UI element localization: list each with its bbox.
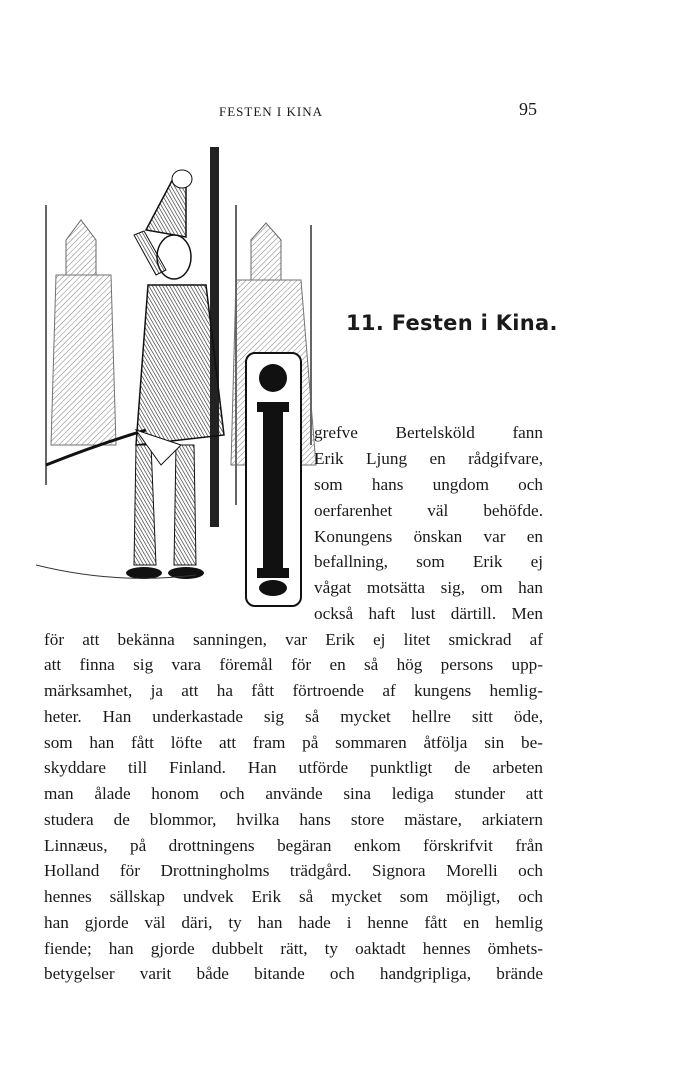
initial-letter-i xyxy=(245,352,302,607)
text-line: oerfarenhet väl behöfde. xyxy=(314,501,543,520)
text-line: också haft lust därtill. Men xyxy=(314,604,543,623)
text-line: Holland för Drottningholms trädgård. Signora Morelli och xyxy=(44,861,543,880)
text-line: befallning, som Erik ej xyxy=(314,552,543,571)
text-line: skyddare till Finland. Han utförde punktligt de arbeten xyxy=(44,758,543,777)
text-line: Linnæus, på drottningens begäran enkom förskrifvit från xyxy=(44,836,543,855)
text-line: hennes sällskap undvek Erik så mycket som möjligt, och xyxy=(44,887,543,906)
text-line: som hans ungdom och xyxy=(314,475,543,494)
text-line: Erik Ljung en rådgifvare, xyxy=(314,449,543,468)
page-number: 95 xyxy=(519,99,537,119)
text-line: heter. Han underkastade sig så mycket hellre sitt öde, xyxy=(44,707,543,726)
text-line: grefve Bertelsköld fann xyxy=(314,423,543,442)
text-line: att finna sig vara föremål för en så hög persons upp- xyxy=(44,655,543,674)
text-line: Konungens önskan var en xyxy=(314,527,543,546)
text-line: man ålade honom och använde sina lediga stunder att xyxy=(44,784,543,803)
text-line: vågat motsätta sig, om han xyxy=(314,578,543,597)
text-line: för att bekänna sanningen, var Erik ej litet smickrad af xyxy=(44,630,543,649)
initial-letter-glyph xyxy=(245,352,302,607)
text-line: betygelser varit både bitande och handgripliga, brände xyxy=(44,964,543,983)
chapter-title: 11. Festen i Kina. xyxy=(346,311,558,335)
text-line: som han fått löfte att fram på sommaren åtfölja sin be- xyxy=(44,733,543,752)
text-line: studera de blommor, hvilka hans store mästare, arkiatern xyxy=(44,810,543,829)
running-head: FESTEN I KINA xyxy=(219,104,323,119)
text-line: han gjorde väl däri, ty han hade i henne fått en hemlig xyxy=(44,913,543,932)
text-line: fiende; han gjorde dubbelt rätt, ty oaktadt hennes ömhets- xyxy=(44,939,543,958)
text-line: märksamhet, ja att ha fått förtroende af kungens hemlig- xyxy=(44,681,543,700)
